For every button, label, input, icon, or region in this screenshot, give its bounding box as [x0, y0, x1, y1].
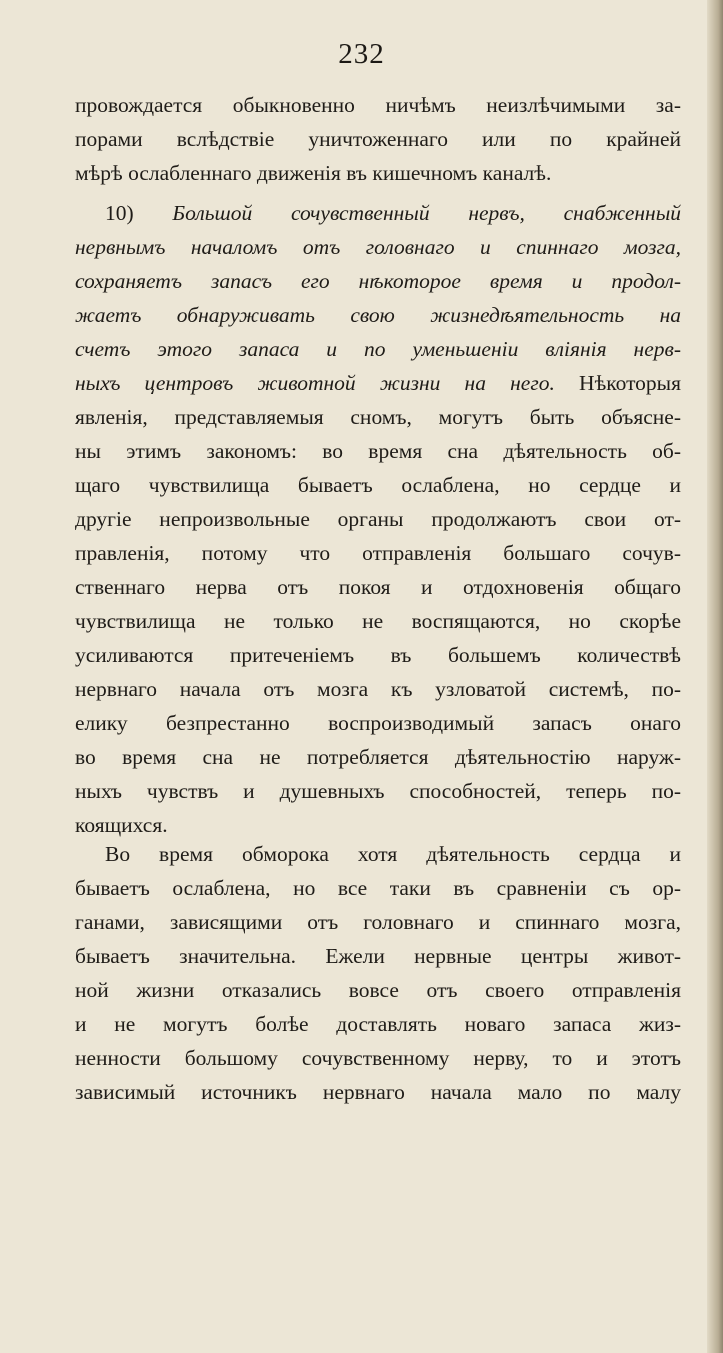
- text-line: ны этимъ закономъ: во время сна дѣятельность об-: [75, 439, 681, 463]
- text-line: жаетъ обнаруживать свою жизнедѣятельность на: [75, 303, 681, 327]
- text-line: другіе непроизвольные органы продолжаютъ свои от-: [75, 507, 681, 531]
- text-line: ственнаго нерва отъ покоя и отдохновенія общаго: [75, 575, 681, 599]
- text-line: щаго чувствилища бываетъ ослаблена, но сердце и: [75, 473, 681, 497]
- text-line: провождается обыкновенно ничѣмъ неизлѣчимыми за-: [75, 93, 681, 117]
- text-line: нервнымъ началомъ отъ головнаго и спиннаго мозга,: [75, 235, 681, 259]
- text-line: бываетъ ослаблена, но все таки въ сравненіи съ ор-: [75, 876, 681, 900]
- text-line: ной жизни отказались вовсе отъ своего отправленія: [75, 978, 681, 1002]
- text-line: Во время обморока хотя дѣятельность сердца и: [105, 842, 681, 866]
- text-line: коящихся.: [75, 813, 168, 837]
- text-line: зависимый источникъ нервнаго начала мало по малу: [75, 1080, 681, 1104]
- text-line: во время сна не потребляется дѣятельностію наруж-: [75, 745, 681, 769]
- text-line: порами вслѣдствіе уничтоженнаго или по крайней: [75, 127, 681, 151]
- text-line: [75, 196, 681, 230]
- text-line: и не могутъ болѣе доставлять новаго запаса жиз-: [75, 1012, 681, 1036]
- text-line: елику безпрестанно воспроизводимый запасъ онаго: [75, 711, 681, 735]
- item-number: 10): [105, 201, 134, 225]
- text-line: усиливаются притеченіемъ въ большемъ количествѣ: [75, 643, 681, 667]
- page-number: 232: [338, 38, 385, 70]
- italic-text: Большой сочувственный нервъ, снабженный: [172, 201, 682, 225]
- page-edge-shadow: [707, 0, 723, 1353]
- text-run: Нѣкоторыя: [579, 371, 682, 395]
- text-line: ныхъ чувствъ и душевныхъ способностей, теперь по-: [75, 779, 681, 803]
- text-line: сохраняетъ запасъ его нѣкоторое время и продол-: [75, 269, 681, 293]
- paragraph-2: [75, 196, 681, 842]
- text-line: ненности большому сочувственному нерву, то и этотъ: [75, 1046, 681, 1070]
- paragraph-1: [75, 88, 681, 190]
- text-line: чувствилища не только не воспящаются, но скорѣе: [75, 609, 681, 633]
- text-line: нервнаго начала отъ мозга къ узловатой системѣ, по-: [75, 677, 681, 701]
- text-line: правленія, потому что отправленія большаго сочув-: [75, 541, 681, 565]
- text-line: [75, 366, 681, 400]
- text-line: явленія, представляемыя сномъ, могутъ быть объясне-: [75, 405, 681, 429]
- text-line: мѣрѣ ослабленнаго движенія въ кишечномъ каналѣ.: [75, 161, 552, 185]
- paragraph-3: [75, 837, 681, 1109]
- italic-text: ныхъ центровъ животной жизни на него.: [75, 371, 555, 395]
- text-line: ганами, зависящими отъ головнаго и спиннаго мозга,: [75, 910, 681, 934]
- text-line: счетъ этого запаса и по уменьшеніи вліянія нерв-: [75, 337, 681, 361]
- text-line: бываетъ значительна. Ежели нервные центры живот-: [75, 944, 681, 968]
